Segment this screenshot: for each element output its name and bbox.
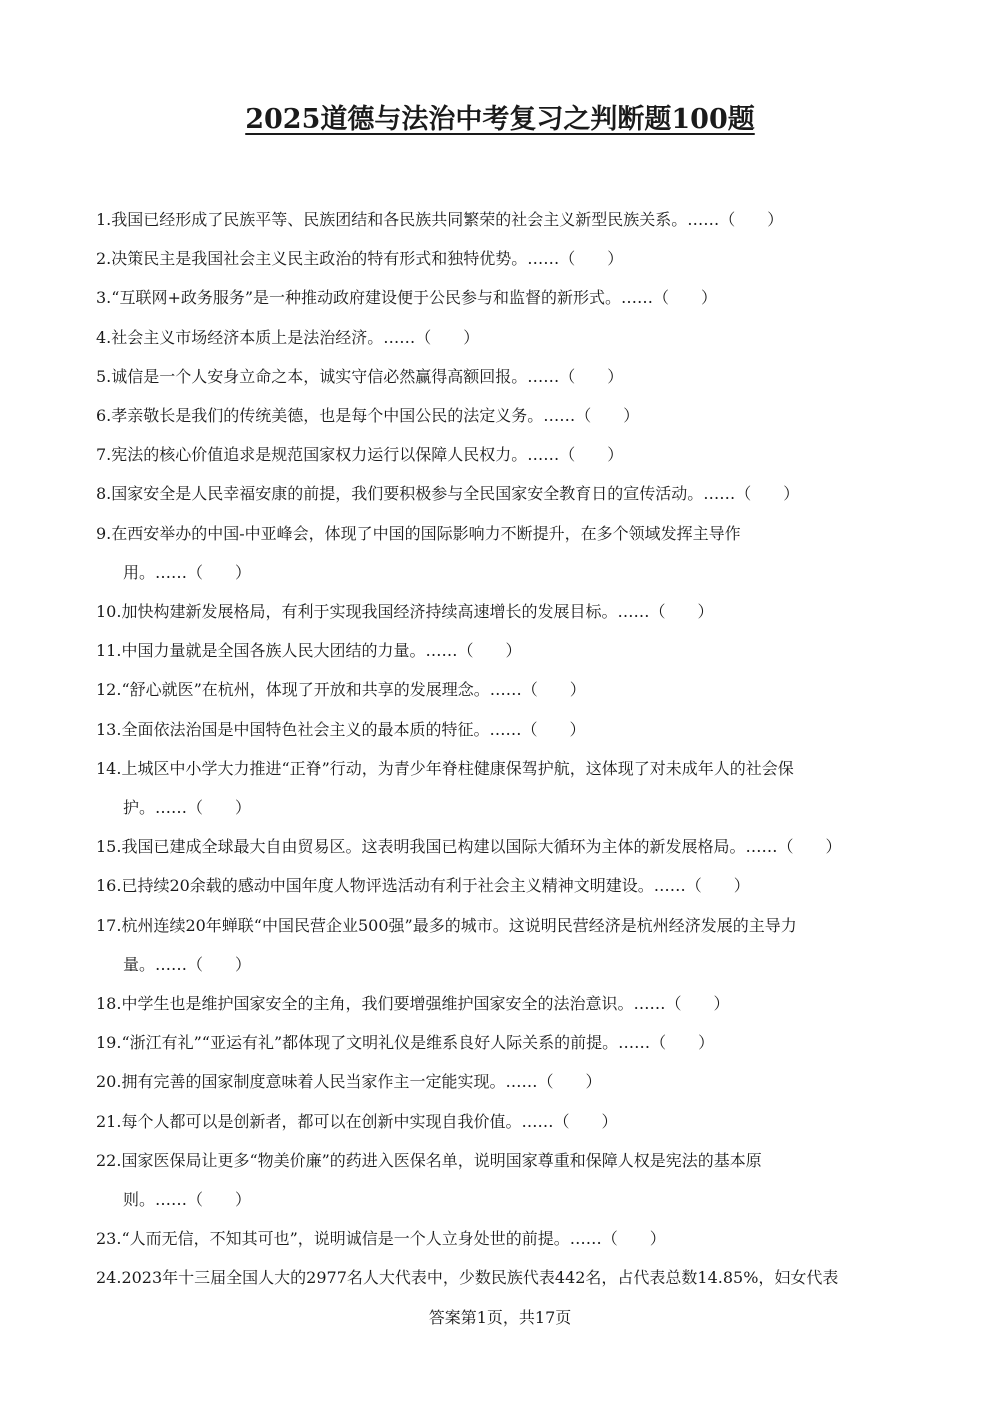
question-line: 23.“人而无信，不知其可也”，说明诚信是一个人立身处世的前提。……（ ） [96,1229,666,1249]
question-line-continued: 量。……（ ） [123,954,252,974]
page-footer: 答案第1页，共17页 [428,1308,572,1327]
question-line: 12.“舒心就医”在杭州，体现了开放和共享的发展理念。……（ ） [96,680,586,700]
question-line: 13.全面依法治国是中国特色社会主义的最本质的特征。……（ ） [96,719,586,739]
question-line: 22.国家医保局让更多“物美价廉”的药进入医保名单，说明国家尊重和保障人权是宪法的基本原 [96,1150,762,1170]
question-line-continued: 护。……（ ） [123,798,252,818]
question-line: 21.每个人都可以是创新者，都可以在创新中实现自我价值。……（ ） [96,1111,618,1131]
document-title-text: 2025道德与法治中考复习之判断题100题 [245,104,755,135]
question-line: 3.“互联网+政务服务”是一种推动政府建设便于公民参与和监督的新形式。……（ ） [96,288,718,308]
question-line-continued: 则。……（ ） [123,1190,252,1210]
question-line: 7.宪法的核心价值追求是规范国家权力运行以保障人民权力。……（ ） [96,445,624,465]
question-line: 24.2023年十三届全国人大的2977名人大代表中，少数民族代表442名，占代表总数14.85%，妇女代表 [96,1268,839,1288]
question-line: 6.孝亲敬长是我们的传统美德，也是每个中国公民的法定义务。……（ ） [96,406,640,426]
question-line: 15.我国已建成全球最大自由贸易区。这表明我国已构建以国际大循环为主体的新发展格局。……（ ） [96,837,842,857]
question-line: 11.中国力量就是全国各族人民大团结的力量。……（ ） [96,641,522,661]
question-line: 1.我国已经形成了民族平等、民族团结和各民族共同繁荣的社会主义新型民族关系。……（ ） [96,210,784,229]
question-line: 8.国家安全是人民幸福安康的前提，我们要积极参与全民国家安全教育日的宣传活动。……（ ） [96,484,800,504]
question-line: 18.中学生也是维护国家安全的主角，我们要增强维护国家安全的法治意识。……（ ） [96,994,730,1014]
question-line: 9.在西安举办的中国-中亚峰会，体现了中国的国际影响力不断提升，在多个领域发挥主导作 [96,523,741,543]
question-line-continued: 用。……（ ） [123,562,252,582]
question-line: 16.已持续20余载的感动中国年度人物评选活动有利于社会主义精神文明建设。……（ ） [96,876,750,896]
question-line: 4.社会主义市场经济本质上是法治经济。……（ ） [96,327,480,347]
question-line: 2.决策民主是我国社会主义民主政治的特有形式和独特优势。……（ ） [96,249,624,269]
question-line: 20.拥有完善的国家制度意味着人民当家作主一定能实现。……（ ） [96,1072,602,1092]
question-line: 17.杭州连续20年蝉联“中国民营企业500强”最多的城市。这说明民营经济是杭州经济发展的主导力 [96,915,797,935]
question-line: 10.加快构建新发展格局，有利于实现我国经济持续高速增长的发展目标。……（ ） [96,602,714,622]
document-title [0,100,1000,140]
question-line: 14.上城区中小学大力推进“正脊”行动，为青少年脊柱健康保驾护航，这体现了对未成年人的社会保 [96,758,794,778]
question-line: 19.“浙江有礼”“亚运有礼”都体现了文明礼仪是维系良好人际关系的前提。……（ ） [96,1033,715,1053]
question-line: 5.诚信是一个人安身立命之本，诚实守信必然赢得高额回报。……（ ） [96,366,624,386]
question-list [96,200,908,1298]
